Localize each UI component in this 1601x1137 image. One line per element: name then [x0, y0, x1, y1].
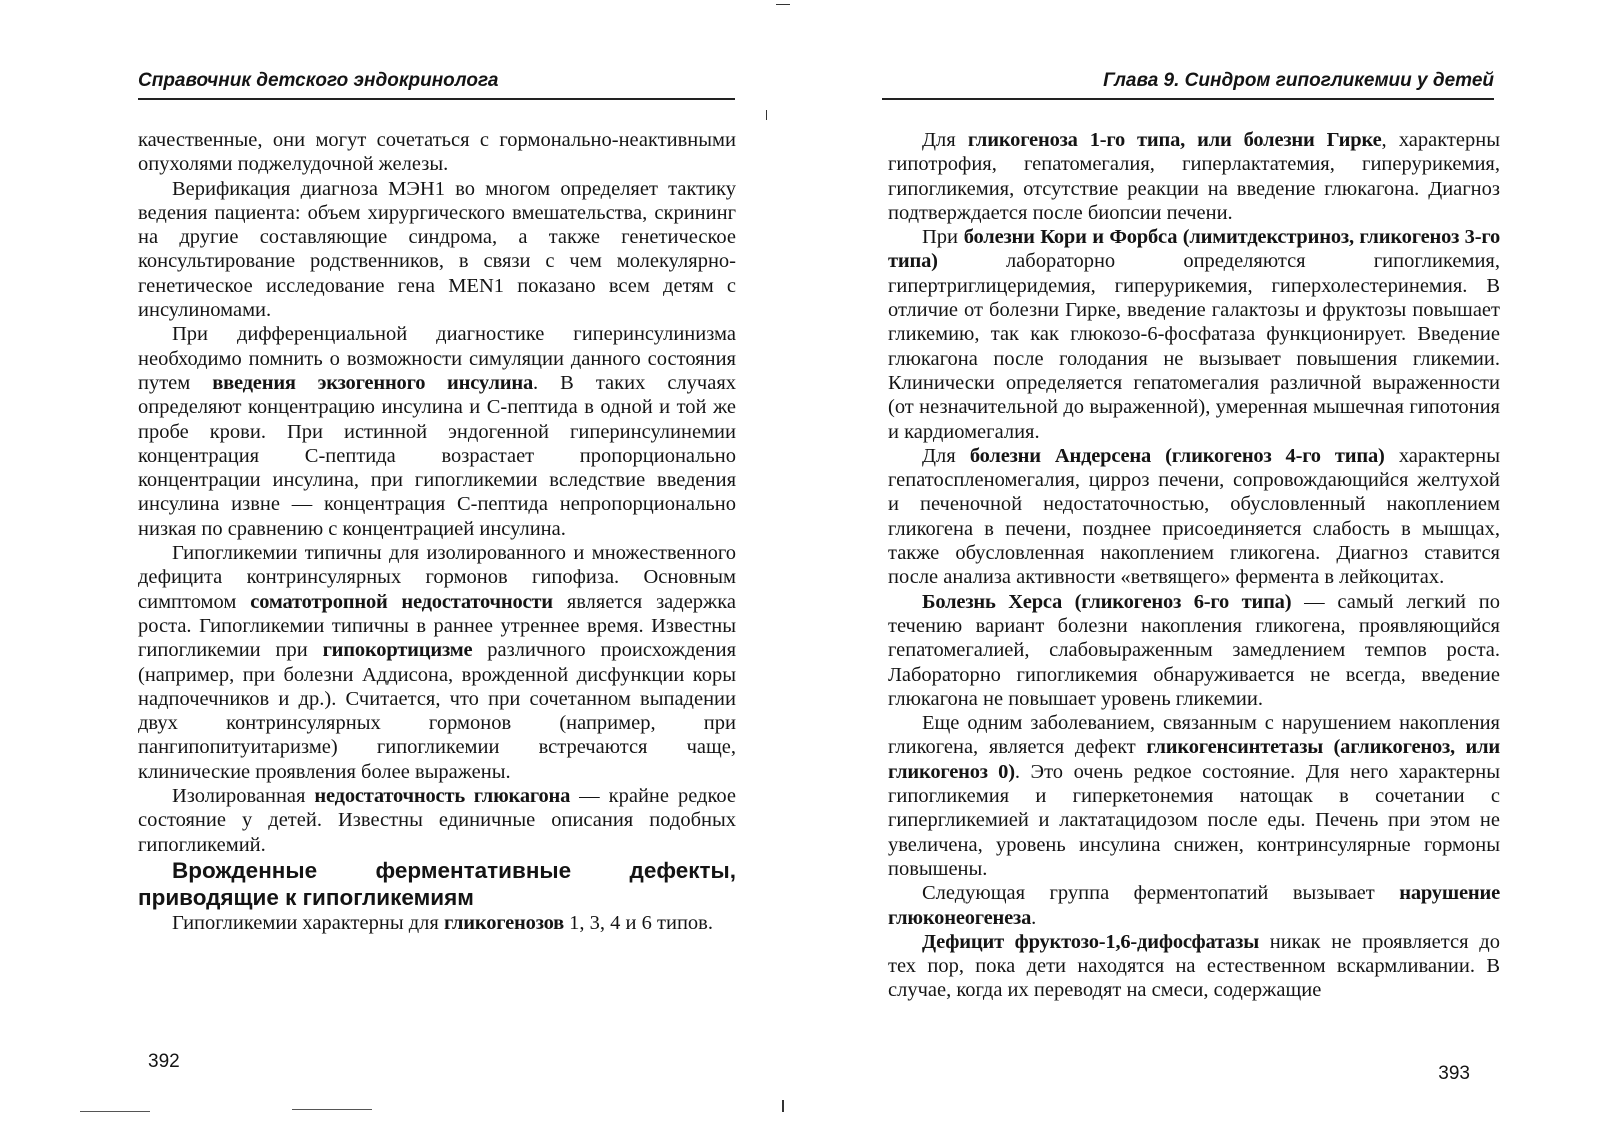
gutter-tick-mid: [766, 110, 767, 120]
left-paragraph-5: Изолированная недостаточность глюкагона — крайне редкое состояние у детей. Известны единичные описания подобных гипогликемий.: [138, 785, 736, 856]
bold-term: гликогенсинтетазы (агликогеноз, или гликогеноз 0): [888, 736, 1500, 783]
bold-term: гипокортицизме: [322, 639, 473, 662]
scan-line-left: [80, 1111, 150, 1112]
left-paragraph-3: При дифференциальной диагностике гиперинсулинизма необходимо помнить о возможности симуляции данного состояния путем введения экзогенного инсулина. В таких случаях определяют концентрацию инсулина и С-пептида в одной и той же пробе крови. При истинной эндогенной гиперинсулинемии концентрация С-пептида возрастает пропорционально концентрации инсулина, при гипогликемии вследствие введения инсулина извне — концентрация С-пептида непропорционально низкая по сравнению с концентрацией инсулина.: [138, 323, 736, 540]
bold-term: Болезнь Херса (гликогеноз 6-го типа): [922, 590, 1292, 613]
left-paragraph-6: Гипогликемии характерны для гликогенозов 1, 3, 4 и 6 типов.: [172, 911, 713, 934]
bold-term: болезни Андерсена (гликогеноз 4-го типа): [969, 444, 1385, 467]
gutter-tick-bottom: [782, 1100, 784, 1112]
scan-line-center: [292, 1109, 372, 1110]
bold-term: Дефицит фруктозо-1,6-дифосфатазы: [922, 930, 1260, 953]
left-running-head: Справочник детского эндокринолога: [138, 70, 735, 100]
bold-term: соматотропной недостаточности: [250, 590, 553, 613]
bold-term: болезни Кори и Форбса (лимитдекстриноз, гликогеноз 3-го типа): [888, 226, 1500, 273]
gutter-tick-top: [776, 4, 790, 5]
section-heading: Врожденные ферментативные дефекты, приводящие к гипогликемиям: [138, 857, 736, 910]
left-paragraph-2: Верификация диагноза МЭН1 во многом определяет тактику ведения пациента: объем хирургического вмешательства, скрининг на другие составляющие синдрома, а также генетическое консультирование родственников, в связи с чем молекулярно-генетическое исследование гена MEN1 показано всем детям с инсулиномами.: [138, 177, 736, 322]
right-body-text: [888, 128, 1500, 1003]
bold-term: недостаточность глюкагона: [314, 785, 571, 808]
left-page-number: 392: [148, 1051, 180, 1072]
left-page: [138, 0, 738, 1137]
right-page-number: 393: [1438, 1063, 1470, 1084]
right-paragraph-7: Дефицит фруктозо-1,6-дифосфатазы никак не проявляется до тех пор, пока дети находятся на естественном вскармливании. В случае, когда их переводят на смеси, содержащие: [888, 930, 1500, 1002]
right-paragraph-3: Для болезни Андерсена (гликогеноз 4-го типа) характерны гепатоспленомегалия, цирроз печени, сопровождающийся желтухой и печеночной недостаточностью, обусловленный накоплением гликогена в печени, позднее присоединяется слабость в мышцах, также обусловленная накоплением гликогена. Диагноз ставится после анализа активности «ветвящего» фермента в лейкоцитах.: [888, 444, 1500, 589]
bold-term: нарушение глюконеогенеза: [888, 882, 1500, 929]
left-paragraph-4: Гипогликемии типичны для изолированного и множественного дефицита контринсулярных гормонов гипофиза. Основным симптомом соматотропной недостаточности является задержка роста. Гипогликемии типичны в раннее утреннее время. Известны гипогликемии при гипокортицизме различного происхождения (например, при болезни Аддисона, врожденной дисфункции коры надпочечников и др.). Считается, что при сочетанном выпадении двух контринсулярных гормонов (например, при пангипопитуитаризме) гипогликемии встречаются чаще, клинические проявления более выражены.: [138, 542, 736, 783]
bold-term: введения экзогенного инсулина: [212, 371, 534, 394]
right-paragraph-6: Следующая группа ферментопатий вызывает нарушение глюконеогенеза.: [888, 882, 1500, 929]
left-body-text: [138, 128, 736, 935]
bold-term: гликогеноза 1-го типа, или болезни Гирке: [967, 129, 1382, 151]
right-page: [888, 0, 1500, 1137]
right-running-head: Глава 9. Синдром гипогликемии у детей: [882, 70, 1494, 100]
left-skewed-block: [138, 541, 736, 935]
left-paragraph-1: качественные, они могут сочетаться с гормонально-неактивными опухолями поджелудочной железы.: [138, 129, 736, 176]
bold-term: гликогенозов: [443, 911, 565, 934]
right-paragraph-2: При болезни Кори и Форбса (лимитдекстриноз, гликогеноз 3-го типа) лабораторно определяются гипогликемия, гипертриглицеридемия, гиперурикемия, гиперхолестеринемия. В отличие от болезни Гирке, введение галактозы и фруктозы повышает гликемию, так как глюкозо-6-фосфатаза функционирует. Введение глюкагона после голодания не вызывает повышения гликемии. Клинически определяется гепатомегалия различной выраженности (от незначительной до выраженной), умеренная мышечная гипотония и кардиомегалия.: [888, 226, 1500, 443]
right-paragraph-4: Болезнь Херса (гликогеноз 6-го типа) — самый легкий по течению вариант болезни накопления гликогена, проявляющийся гепатомегалией, слабовыраженным замедлением темпов роста. Лабораторно гипогликемия обнаруживается не всегда, введение глюкагона не повышает уровень гликемии.: [888, 590, 1500, 710]
right-paragraph-5: Еще одним заболеванием, связанным с нарушением накопления гликогена, является дефект гликогенсинтетазы (агликогеноз, или гликогеноз 0). Это очень редкое состояние. Для него характерны гипогликемия и гиперкетонемия натощак в сочетании с гипергликемией и лактатацидозом после еды. Печень при этом не увеличена, уровень инсулина снижен, контринсулярные гормоны повышены.: [888, 712, 1500, 880]
right-paragraph-1: Для гликогеноза 1-го типа, или болезни Гирке, характерны гипотрофия, гепатомегалия, гиперлактатемия, гиперурикемия, гипогликемия, отсутствие реакции на введение глюкагона. Диагноз подтверждается после биопсии печени.: [888, 129, 1500, 224]
